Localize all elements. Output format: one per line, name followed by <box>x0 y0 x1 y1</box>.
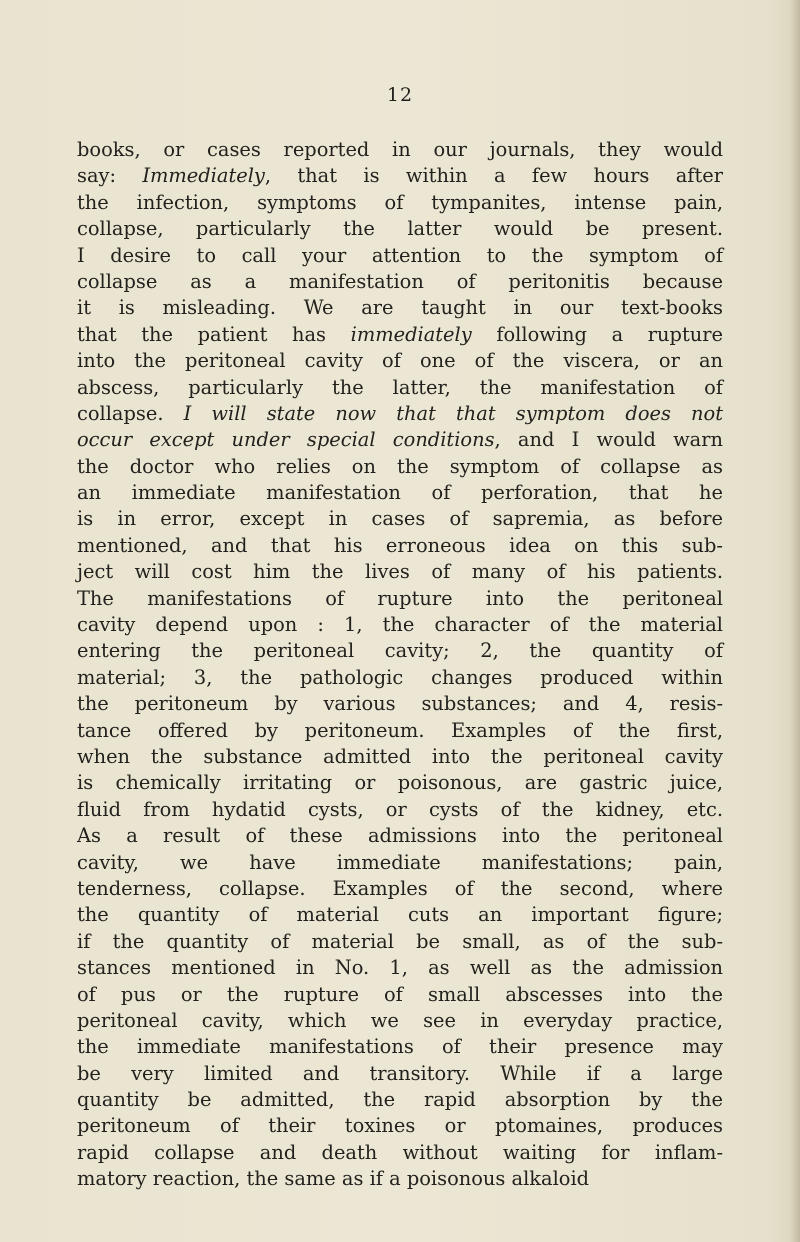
text-line: into the peritoneal cavity of one of the viscera, or an <box>77 349 723 373</box>
text-line: collapse. I will state now that that symptom does not <box>77 401 724 425</box>
text-line: matory reaction, the same as if a poisonous alkaloid <box>77 1167 590 1191</box>
text-line: the quantity of material cuts an important figure; <box>77 903 723 927</box>
text-line: I desire to call your attention to the symptom of <box>77 243 723 267</box>
text-line: books, or cases reported in our journals, they would <box>77 138 723 161</box>
page-number: 12 <box>386 84 414 106</box>
text-line: is in error, except in cases of sapremia, as before <box>77 507 723 531</box>
text-line: The manifestations of rupture into the peritoneal <box>77 586 723 610</box>
text-line: As a result of these admissions into the peritoneal <box>77 824 723 848</box>
body-text <box>77 137 723 1193</box>
text-line: tenderness, collapse. Examples of the second, where <box>77 876 723 900</box>
text-line: collapse, particularly the latter would be present. <box>77 217 723 241</box>
text-line: occur except under special conditions, and I would warn <box>77 428 723 452</box>
text-line: say: Immediately, that is within a few hours after <box>77 164 723 188</box>
text-line: if the quantity of material be small, as of the sub- <box>77 929 723 953</box>
text-line: abscess, particularly the latter, the manifestation of <box>77 375 723 399</box>
text-line: ject will cost him the lives of many of his patients. <box>77 560 723 584</box>
text-line: it is misleading. We are taught in our text-books <box>77 296 723 320</box>
text-line: of pus or the rupture of small abscesses into the <box>77 982 723 1006</box>
text-line: quantity be admitted, the rapid absorption by the <box>77 1088 723 1112</box>
text-line: material; 3, the pathologic changes produced within <box>77 665 723 689</box>
text-line: peritoneal cavity, which we see in everyday practice, <box>77 1008 723 1032</box>
text-line: cavity depend upon : 1, the character of the material <box>77 613 723 637</box>
text-line: that the patient has immediately following a rupture <box>77 322 723 346</box>
text-line: fluid from hydatid cysts, or cysts of the kidney, etc. <box>77 797 723 821</box>
text-line: mentioned, and that his erroneous idea on this sub- <box>77 533 723 557</box>
text-line: cavity, we have immediate manifestations; pain, <box>77 850 723 874</box>
text-line: stances mentioned in No. 1, as well as the admission <box>77 956 723 980</box>
text-line: the doctor who relies on the symptom of collapse as <box>77 454 723 478</box>
text-line: peritoneum of their toxines or ptomaines, produces <box>77 1114 723 1138</box>
text-line: the immediate manifestations of their presence may <box>77 1035 723 1059</box>
text-line: collapse as a manifestation of peritonitis because <box>77 269 723 293</box>
text-line: when the substance admitted into the peritoneal cavity <box>77 744 723 768</box>
page-edge-shadow <box>790 0 800 1242</box>
text-line: the peritoneum by various substances; and 4, resis- <box>77 692 723 716</box>
text-line: is chemically irritating or poisonous, are gastric juice, <box>77 771 723 795</box>
text-line: an immediate manifestation of perforation, that he <box>77 481 723 505</box>
text-line: tance offered by peritoneum. Examples of the first, <box>77 718 723 742</box>
text-line: the infection, symptoms of tympanites, intense pain, <box>77 190 723 214</box>
text-line: rapid collapse and death without waiting for inflam- <box>77 1140 723 1164</box>
text-line: be very limited and transitory. While if a large <box>77 1061 723 1085</box>
text-line: entering the peritoneal cavity; 2, the quantity of <box>77 639 723 663</box>
